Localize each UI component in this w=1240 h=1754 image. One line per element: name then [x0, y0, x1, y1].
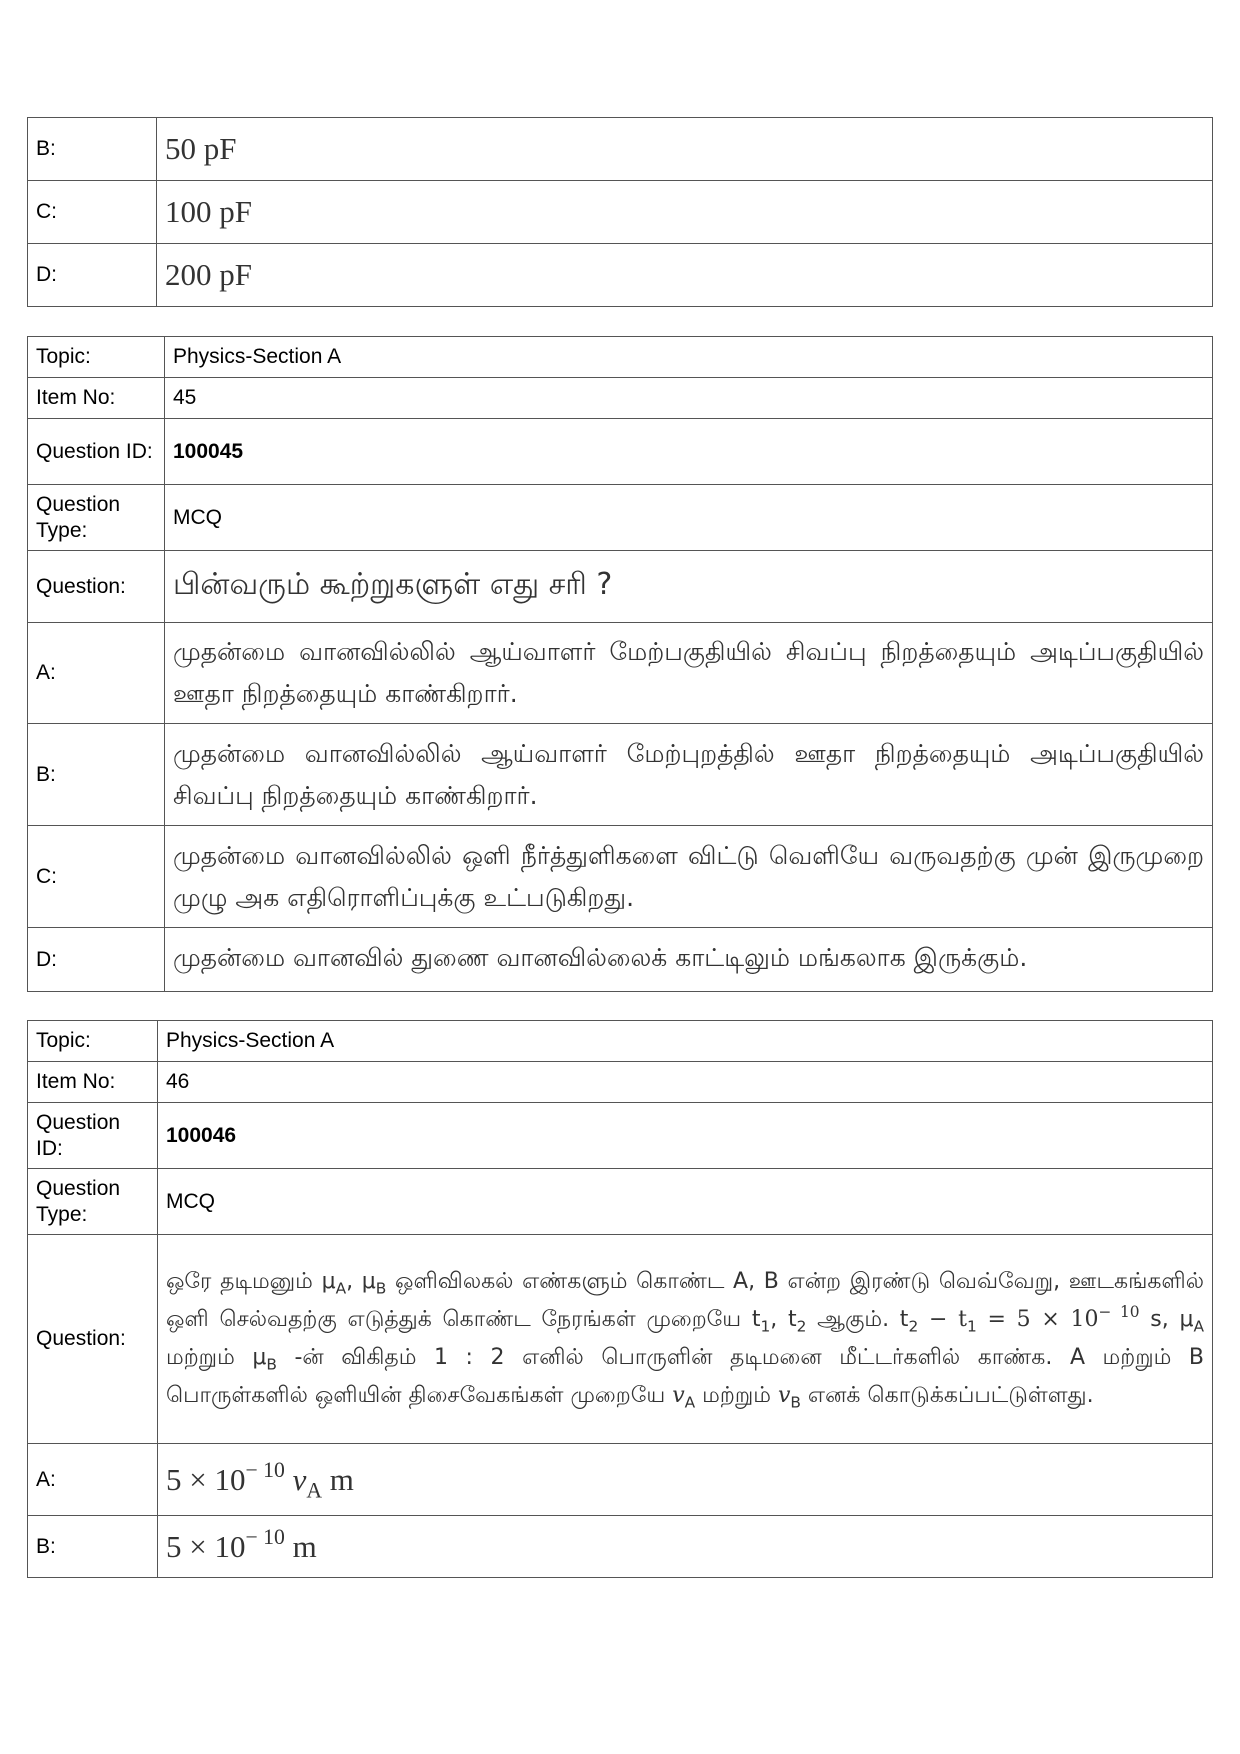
- option-label: B:: [28, 118, 157, 181]
- item-no-value: 45: [165, 378, 1213, 419]
- item-no-label: Item No:: [28, 1062, 158, 1103]
- question-id-label: Question ID:: [28, 419, 165, 485]
- option-value: 100 pF: [157, 181, 1213, 244]
- topic-value: Physics-Section A: [158, 1021, 1213, 1062]
- question-id-label: Question ID:: [28, 1103, 158, 1169]
- option-value: $5 \times 10^{- 10}$ $v_A$ m: [158, 1444, 1213, 1516]
- question-44-options-table: [27, 117, 1213, 307]
- option-text: முதன்மை வானவில்லில் ஒளி நீர்த்துளிகளை விட்டு வெளியே வருவதற்கு முன் இருமுறை முழு அக எதிரொளிப்புக்கு உட்படுகிறது.: [165, 826, 1213, 928]
- question-type-value: MCQ: [165, 485, 1213, 551]
- option-label: B:: [28, 1516, 158, 1578]
- option-row: [28, 181, 1213, 244]
- option-text: முதன்மை வானவில் துணை வானவில்லைக் காட்டிலும் மங்கலாக இருக்கும்.: [165, 928, 1213, 992]
- option-row: [28, 118, 1213, 181]
- question-type-label: Question Type:: [28, 1169, 158, 1235]
- option-row: [28, 244, 1213, 307]
- question-type-label: Question Type:: [28, 485, 165, 551]
- question-label: Question:: [28, 551, 165, 623]
- question-text: பின்வரும் கூற்றுகளுள் எது சரி ?: [165, 551, 1213, 623]
- item-no-label: Item No:: [28, 378, 165, 419]
- option-value: 50 pF: [157, 118, 1213, 181]
- item-no-value: 46: [158, 1062, 1213, 1103]
- option-label: C:: [28, 826, 165, 928]
- option-text: முதன்மை வானவில்லில் ஆய்வாளர் மேற்புறத்தில் ஊதா நிறத்தையும் அடிப்பகுதியில் சிவப்பு நிறத்தையும் காண்கிறார்.: [165, 724, 1213, 826]
- topic-label: Topic:: [28, 337, 165, 378]
- question-label: Question:: [28, 1235, 158, 1444]
- topic-value: Physics-Section A: [165, 337, 1213, 378]
- question-46-table: [27, 1020, 1213, 1578]
- option-value: 200 pF: [157, 244, 1213, 307]
- topic-label: Topic:: [28, 1021, 158, 1062]
- question-id-value: 100046: [158, 1103, 1213, 1169]
- option-value: $5 \times 10^{- 10}$ m: [158, 1516, 1213, 1578]
- option-label: A:: [28, 623, 165, 724]
- option-label: D:: [28, 928, 165, 992]
- option-label: A:: [28, 1444, 158, 1516]
- question-45-table: [27, 336, 1213, 992]
- option-text: முதன்மை வானவில்லில் ஆய்வாளர் மேற்பகுதியில் சிவப்பு நிறத்தையும் அடிப்பகுதியில் ஊதா நிறத்தையும் காண்கிறார்.: [165, 623, 1213, 724]
- question-text: ஒரே தடிமனும் $\mu_A$, $\mu_B$ ஒளிவிலகல் எண்களும் கொண்ட A, B என்ற இரண்டு வெவ்வேறு, ஊடகங்களில் ஒளி செல்வதற்கு எடுத்துக் கொண்ட நேரங்கள் முறையே $t_1$, $t_2$ ஆகும். $t_2 - t_1 = 5 \times 10^{- 10}$ s, $\mu_A$ மற்றும் $\mu_B$ -ன் விகிதம் 1 : 2 எனில் பொருளின் தடிமனை மீட்டர்களில் காண்க. A மற்றும் B பொருள்களில் ஒளியின் திசைவேகங்கள் முறையே $v_A$ மற்றும் $v_B$ எனக் கொடுக்கப்பட்டுள்ளது.: [158, 1235, 1213, 1444]
- option-label: B:: [28, 724, 165, 826]
- option-label: C:: [28, 181, 157, 244]
- question-id-value: 100045: [165, 419, 1213, 485]
- option-label: D:: [28, 244, 157, 307]
- question-type-value: MCQ: [158, 1169, 1213, 1235]
